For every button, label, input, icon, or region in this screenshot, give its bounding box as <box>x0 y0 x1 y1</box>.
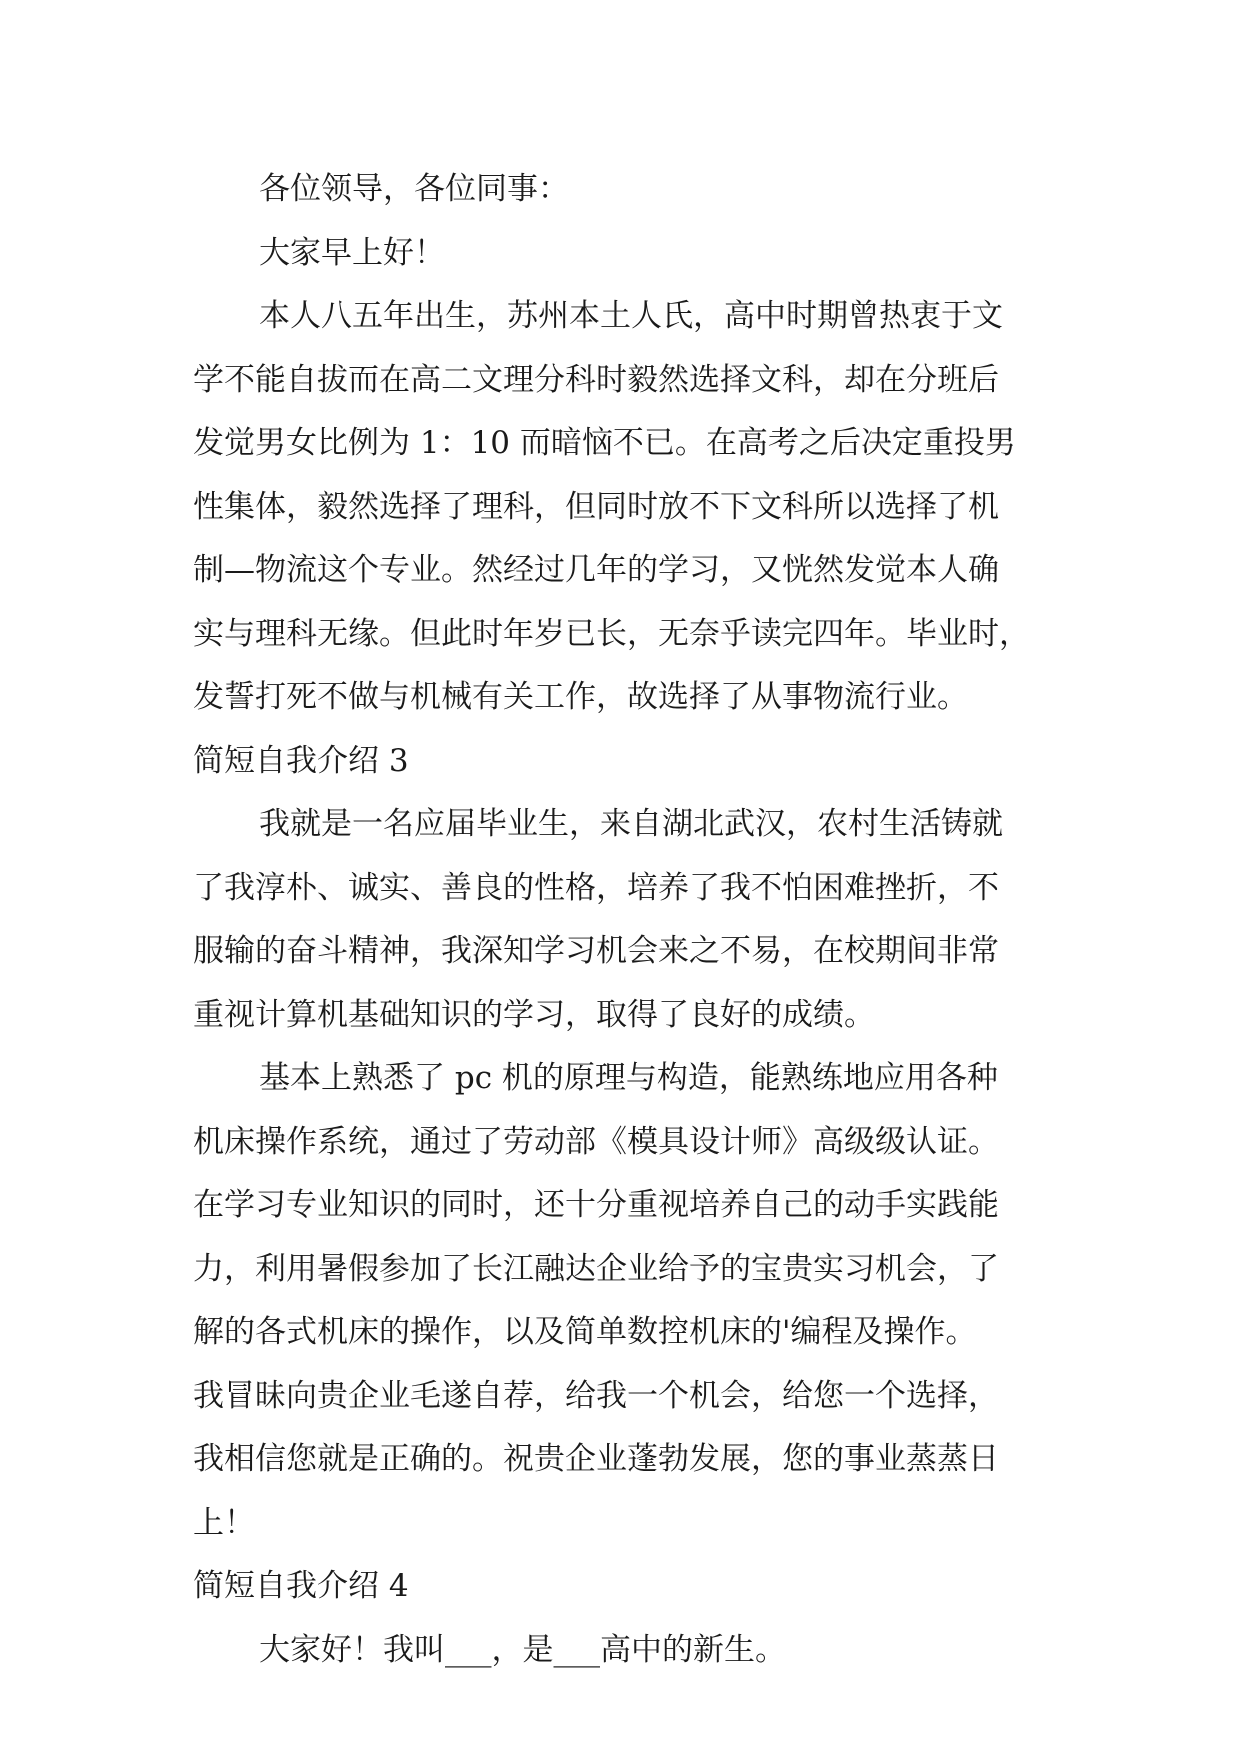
para3a-line: 重视计算机基础知识的学习，取得了良好的成绩。 <box>193 996 875 1033</box>
para3a-line: 我就是一名应届毕业生，来自湖北武汉，农村生活铸就 <box>259 806 1003 842</box>
intro-line: 发誓打死不做与机械有关工作，故选择了从事物流行业。 <box>193 679 968 715</box>
para3b-line: 机床操作系统，通过了劳动部《模具设计师》高级级认证。 <box>193 1123 999 1160</box>
intro-line: 发觉男女比例为 1：10 而暗恼不已。在高考之后决定重投男 <box>193 425 1016 461</box>
section-heading-3: 简短自我介绍 3 <box>193 742 409 779</box>
para3a-line: 服输的奋斗精神，我深知学习机会来之不易，在校期间非常 <box>193 933 999 969</box>
para3b-line: 我相信您就是正确的。祝贵企业蓬勃发展，您的事业蒸蒸日 <box>193 1441 999 1477</box>
section-heading-4: 简短自我介绍 4 <box>193 1568 409 1604</box>
para3a-line: 了我淳朴、诚实、善良的性格，培养了我不怕困难挫折，不 <box>193 869 999 906</box>
intro-line: 本人八五年出生，苏州本土人氏，高中时期曾热衷于文 <box>259 298 1003 334</box>
para3b-line: 上！ <box>193 1504 255 1541</box>
greeting-line: 各位领导，各位同事： <box>259 171 569 207</box>
document-body <box>193 158 1053 1682</box>
intro-line: 学不能自拔而在高二文理分科时毅然选择文科，却在分班后 <box>193 361 999 398</box>
intro-line: 性集体，毅然选择了理科，但同时放不下文科所以选择了机 <box>193 488 999 525</box>
para3b-line: 基本上熟悉了 pc 机的原理与构造，能熟练地应用各种 <box>259 1060 998 1096</box>
para3b-line: 我冒昧向贵企业毛遂自荐，给我一个机会，给您一个选择， <box>193 1377 999 1414</box>
hello-line: 大家早上好！ <box>259 234 445 271</box>
para3b-line: 力，利用暑假参加了长江融达企业给予的宝贵实习机会，了 <box>193 1250 999 1287</box>
para4-line: 大家好！我叫___，是___高中的新生。 <box>259 1631 786 1668</box>
para3b-line: 解的各式机床的操作，以及简单数控机床的'编程及操作。 <box>193 1314 977 1350</box>
intro-line: 实与理科无缘。但此时年岁已长，无奈乎读完四年。毕业时， <box>193 615 1030 652</box>
para3b-line: 在学习专业知识的同时，还十分重视培养自己的动手实践能 <box>193 1187 999 1223</box>
intro-line: 制—物流这个专业。然经过几年的学习，又恍然发觉本人确 <box>193 552 999 588</box>
